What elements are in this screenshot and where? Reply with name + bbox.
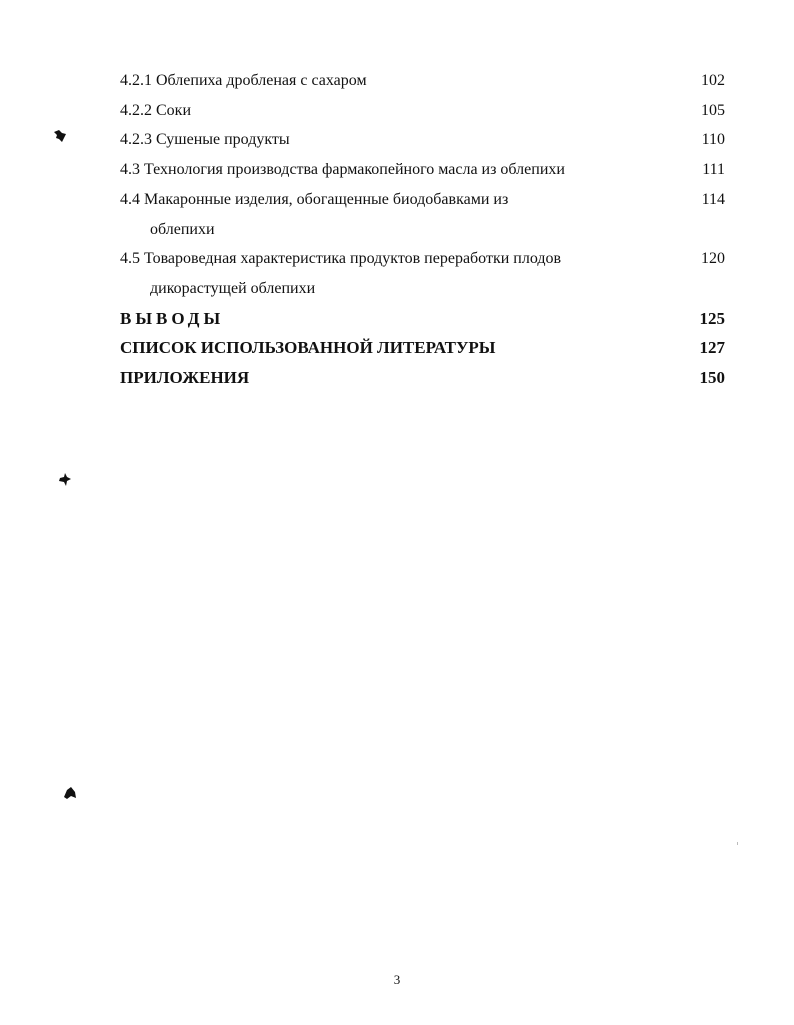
- toc-entry-page: 150: [699, 368, 725, 388]
- toc-entry-4-2-3: [120, 125, 725, 155]
- hole-punch-mark-icon: [58, 473, 72, 487]
- toc-entry-title: ПРИЛОЖЕНИЯ: [120, 368, 250, 388]
- toc-entry-references: [120, 333, 725, 363]
- toc-entry-page: 127: [699, 338, 725, 358]
- toc-entry-4-4: [120, 185, 725, 244]
- toc-entry-page: 120: [701, 250, 725, 268]
- toc-entry-title: 4.2.1 Облепиха дробленая с сахаром: [120, 72, 367, 89]
- toc-entry-page: 110: [701, 131, 725, 149]
- toc-entry-4-2-1: [120, 66, 725, 96]
- toc-entry-title: 4.5 Товароведная характеристика продуктов переработки плодов: [120, 250, 562, 268]
- toc-entry-page: 111: [702, 161, 725, 179]
- toc-entry-title: 4.4 Макаронные изделия, обогащенные биодобавками из: [120, 190, 509, 208]
- toc-entry-title: ВЫВОДЫ: [120, 308, 225, 328]
- hole-punch-mark-icon: [63, 786, 77, 800]
- toc-entry-title-continuation: облепихи: [150, 220, 215, 238]
- toc-entry-title-continuation: дикорастущей облепихи: [150, 279, 316, 297]
- toc-entry-4-5: [120, 244, 725, 303]
- table-of-contents: [120, 66, 725, 393]
- toc-entry-title-block: [120, 244, 695, 303]
- toc-entry-title: 4.2.2 Соки: [120, 101, 192, 119]
- scan-artifact: [737, 842, 738, 845]
- toc-entry-title: 4.3 Технология производства фармакопейного масла из облепихи: [120, 161, 565, 179]
- toc-entry-title: 4.2.3 Сушеные продукты: [120, 131, 290, 149]
- toc-entry-conclusions: [120, 304, 725, 334]
- page-number: 3: [393, 972, 401, 987]
- toc-entry-4-2-2: [120, 96, 725, 126]
- toc-entry-4-3: [120, 155, 725, 185]
- hole-punch-mark-icon: [53, 129, 67, 143]
- toc-entry-title: СПИСОК ИСПОЛЬЗОВАННОЙ ЛИТЕРАТУРЫ: [120, 338, 496, 358]
- toc-entry-page: 125: [699, 308, 725, 328]
- toc-entry-page: 114: [701, 190, 725, 208]
- toc-entry-page: 102: [701, 72, 725, 89]
- toc-entry-appendices: [120, 363, 725, 393]
- toc-entry-title-block: [120, 185, 695, 244]
- toc-entry-page: 105: [701, 101, 725, 119]
